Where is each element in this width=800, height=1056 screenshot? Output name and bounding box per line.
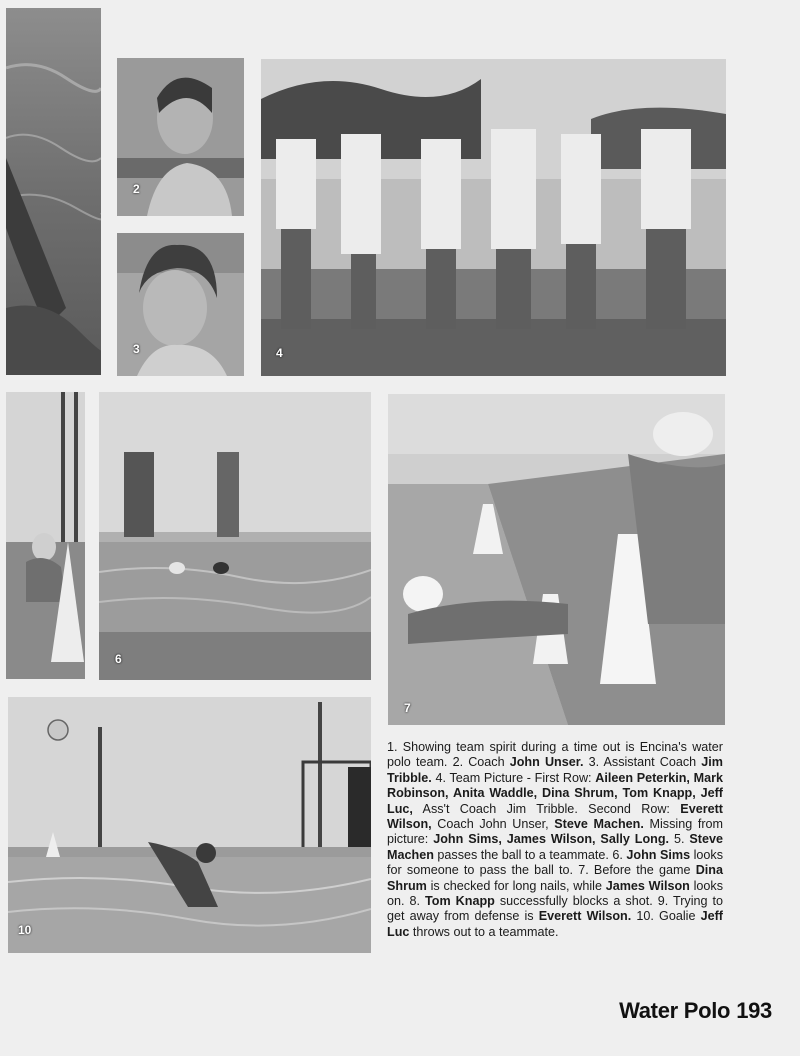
caption-name: James Wilson [605,878,690,893]
caption-text: throws out to a teammate. [409,924,559,939]
caption-name: Everett Wilson, [387,801,723,832]
caption-name: John Sims [626,847,691,862]
caption-name: John Sims, James Wilson, Sally Long. [433,832,670,847]
page-footer [619,998,772,1024]
caption-name: Aileen Peterkin, Mark Robinson, Anita Waddle, Dina Shrum, Tom Knapp, Jeff Luc, [387,770,723,816]
caption-name: Everett Wilson. [538,909,632,924]
photo-7-nail-check [388,394,725,725]
caption-text: successfully blocks a shot. 9. Trying to get away from defense is [387,894,724,924]
caption-text: looks on. 8. [387,878,723,909]
caption-text: is checked for long nails, while [426,878,606,893]
caption-text: 1. Showing team spirit during a time out is Encina's water polo team. 2. Coach [387,740,723,770]
caption-text: 5. [669,832,690,847]
photo-4-team-picture [261,59,726,376]
photo-number-10: 10 [18,923,32,937]
page-number: 193 [736,998,772,1023]
caption-name: Dina Shrum [387,863,723,893]
section-title: Water Polo [619,998,731,1023]
photo-number-7: 7 [404,701,411,715]
photo-caption [387,740,723,940]
photo-2-coach-portrait [117,58,244,216]
caption-name: Jeff Luc [387,909,723,939]
caption-text: passes the ball to a teammate. 6. [433,847,627,862]
caption-name: Tom Knapp [425,894,495,909]
photo-number-4: 4 [276,346,283,360]
photo-number-6: 6 [115,652,122,666]
photo-1-water-swimmer [6,8,101,375]
caption-name: Steve Machen. [554,817,644,832]
photo-number-2: 2 [133,182,140,196]
caption-name: John Unser. [509,755,584,770]
photo-6-pool-swimmers [99,392,371,680]
caption-text: 10. Goalie [631,909,701,924]
caption-text: Missing from picture: [387,817,724,847]
caption-text: 4. Team Picture - First Row: [431,770,596,785]
caption-name: Jim Tribble. [387,755,723,785]
caption-text: looks for someone to pass the ball to. 7. Before the game [387,847,723,878]
caption-name: Steve Machen [387,832,723,862]
caption-text: 3. Assistant Coach [583,755,702,770]
photo-3-assistant-coach-portrait [117,233,244,376]
caption-text: Coach John Unser, [431,817,555,832]
caption-text: Ass't Coach Jim Tribble. Second Row: [412,801,681,816]
photo-10-goalie-throwing [8,697,371,953]
photo-number-3: 3 [133,342,140,356]
photo-5-player-passing-ball [6,392,85,679]
